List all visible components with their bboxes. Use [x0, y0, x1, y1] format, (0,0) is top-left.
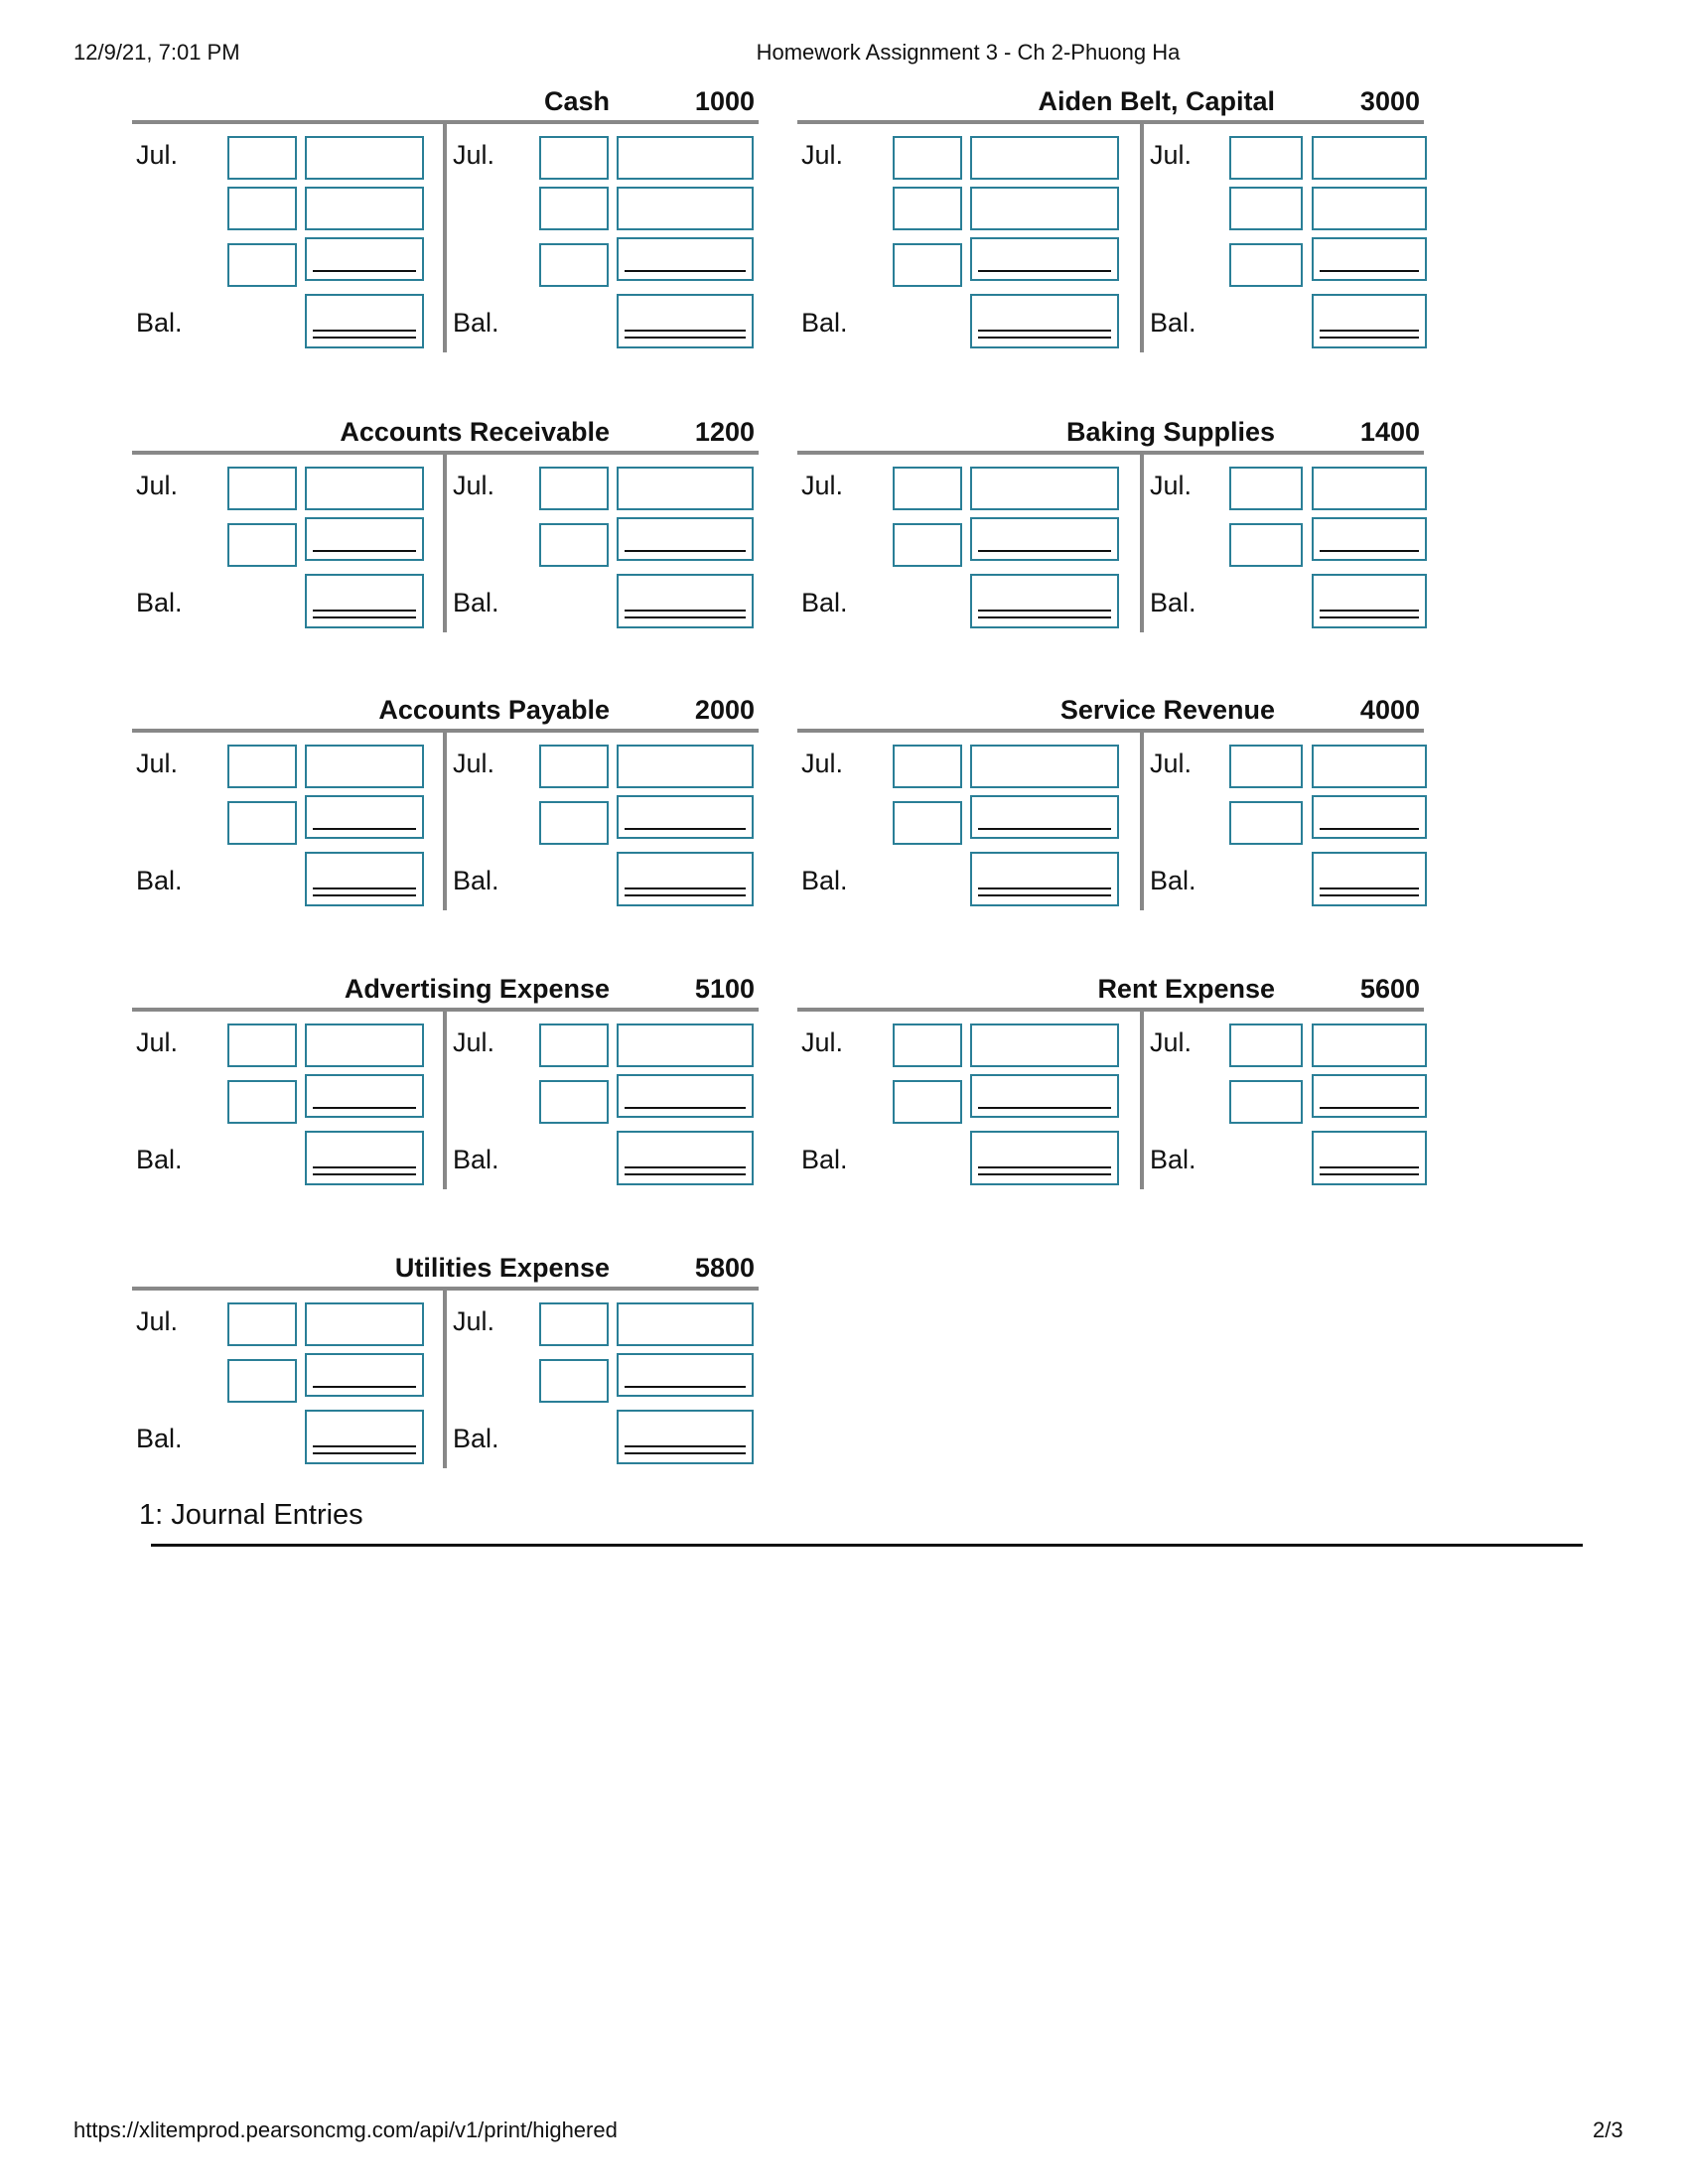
credit-total-underline [1320, 1107, 1419, 1109]
credit-date-input-1[interactable] [1229, 745, 1303, 788]
credit-amount-input-2[interactable] [1312, 187, 1427, 230]
page-number: 2/3 [1593, 2117, 1623, 2142]
credit-month-label: Jul. [453, 1027, 495, 1057]
t-account-header [132, 84, 759, 124]
debit-month-label: Jul. [136, 471, 179, 500]
debit-balance-label: Bal. [136, 588, 183, 617]
credit-date-input-2[interactable] [1229, 801, 1303, 845]
t-account-divider [443, 1012, 447, 1189]
debit-balance-double-underline [313, 1166, 416, 1175]
debit-amount-input-1[interactable] [305, 1024, 424, 1067]
credit-balance-input[interactable] [617, 1131, 754, 1185]
credit-amount-input-2[interactable] [1312, 517, 1427, 561]
account-name: Accounts Receivable [340, 417, 610, 447]
debit-month-label: Jul. [801, 471, 844, 500]
debit-date-input-2[interactable] [893, 1080, 962, 1124]
debit-date-input-1[interactable] [227, 467, 297, 510]
account-name: Rent Expense [1097, 974, 1275, 1004]
credit-balance-label: Bal. [453, 308, 499, 338]
credit-date-input-2[interactable] [1229, 1080, 1303, 1124]
credit-balance-double-underline [1320, 887, 1419, 896]
debit-amount-input-1[interactable] [970, 467, 1119, 510]
debit-month-label: Jul. [801, 140, 844, 170]
credit-date-input-2[interactable] [1229, 523, 1303, 567]
credit-date-input-2[interactable] [539, 1359, 609, 1403]
credit-amount-input-2[interactable] [617, 517, 754, 561]
debit-balance-input[interactable] [305, 1410, 424, 1464]
debit-balance-input[interactable] [970, 294, 1119, 348]
t-account-header [797, 415, 1424, 455]
credit-total-underline [625, 828, 746, 830]
credit-amount-input-2[interactable] [1312, 795, 1427, 839]
credit-balance-label: Bal. [453, 588, 499, 617]
account-number: 2000 [694, 695, 755, 725]
debit-total-underline [313, 828, 416, 830]
credit-balance-double-underline [625, 610, 746, 618]
t-account-divider [1140, 733, 1144, 910]
debit-amount-input-2[interactable] [970, 795, 1119, 839]
credit-date-input-2[interactable] [539, 523, 609, 567]
debit-date-input-1[interactable] [227, 1302, 297, 1346]
credit-total-underline [1320, 270, 1419, 272]
page-url: https://xlitemprod.pearsoncmg.com/api/v1/print/highered [73, 2117, 618, 2142]
credit-balance-input[interactable] [1312, 1131, 1427, 1185]
debit-amount-input-2[interactable] [305, 187, 424, 230]
credit-total-underline [1320, 828, 1419, 830]
debit-amount-input-1[interactable] [305, 1302, 424, 1346]
debit-month-label: Jul. [136, 1027, 179, 1057]
debit-date-input-3[interactable] [227, 243, 297, 287]
debit-balance-label: Bal. [801, 866, 848, 895]
credit-balance-double-underline [1320, 330, 1419, 339]
credit-amount-input-1[interactable] [1312, 1024, 1427, 1067]
debit-date-input-1[interactable] [893, 745, 962, 788]
debit-total-underline [313, 270, 416, 272]
debit-date-input-2[interactable] [227, 187, 297, 230]
debit-total-underline [978, 1107, 1111, 1109]
t-account-divider [1140, 1012, 1144, 1189]
credit-date-input-1[interactable] [1229, 1024, 1303, 1067]
t-account-divider [443, 455, 447, 632]
credit-date-input-1[interactable] [539, 745, 609, 788]
credit-date-input-3[interactable] [1229, 243, 1303, 287]
debit-balance-double-underline [313, 610, 416, 618]
debit-balance-label: Bal. [136, 866, 183, 895]
credit-balance-double-underline [625, 1166, 746, 1175]
debit-amount-input-1[interactable] [305, 467, 424, 510]
credit-balance-input[interactable] [1312, 852, 1427, 906]
credit-amount-input-2[interactable] [617, 1074, 754, 1118]
credit-amount-input-1[interactable] [1312, 467, 1427, 510]
credit-amount-input-1[interactable] [1312, 745, 1427, 788]
account-number: 3000 [1359, 86, 1420, 116]
debit-balance-label: Bal. [136, 1424, 183, 1453]
credit-date-input-1[interactable] [539, 1024, 609, 1067]
t-account-header [797, 693, 1424, 733]
debit-balance-double-underline [978, 330, 1111, 339]
credit-balance-double-underline [625, 887, 746, 896]
debit-date-input-1[interactable] [893, 1024, 962, 1067]
t-account-divider [443, 124, 447, 352]
t-account-header [132, 415, 759, 455]
credit-balance-double-underline [625, 330, 746, 339]
debit-balance-label: Bal. [136, 308, 183, 338]
debit-amount-input-2[interactable] [305, 795, 424, 839]
credit-balance-label: Bal. [1150, 308, 1196, 338]
account-number: 5100 [694, 974, 755, 1004]
debit-date-input-2[interactable] [227, 801, 297, 845]
t-account-header [132, 972, 759, 1012]
debit-amount-input-1[interactable] [305, 136, 424, 180]
debit-balance-double-underline [978, 610, 1111, 618]
credit-amount-input-1[interactable] [617, 1302, 754, 1346]
debit-date-input-1[interactable] [893, 467, 962, 510]
debit-amount-input-2[interactable] [970, 517, 1119, 561]
debit-balance-label: Bal. [136, 1145, 183, 1174]
credit-amount-input-2[interactable] [617, 795, 754, 839]
t-account-divider [443, 733, 447, 910]
credit-month-label: Jul. [1150, 1027, 1193, 1057]
debit-total-underline [978, 550, 1111, 552]
credit-balance-input[interactable] [617, 852, 754, 906]
credit-date-input-2[interactable] [539, 1080, 609, 1124]
account-name: Advertising Expense [344, 974, 610, 1004]
debit-amount-input-2[interactable] [305, 1353, 424, 1397]
debit-amount-input-3[interactable] [970, 237, 1119, 281]
credit-total-underline [625, 1107, 746, 1109]
credit-balance-double-underline [625, 1445, 746, 1454]
account-number: 4000 [1359, 695, 1420, 725]
debit-balance-input[interactable] [970, 574, 1119, 628]
journal-entries-rule [151, 1544, 1583, 1547]
credit-month-label: Jul. [1150, 140, 1193, 170]
credit-amount-input-1[interactable] [617, 136, 754, 180]
debit-date-input-2[interactable] [893, 801, 962, 845]
credit-balance-input[interactable] [1312, 294, 1427, 348]
credit-amount-input-2[interactable] [617, 1353, 754, 1397]
credit-amount-input-3[interactable] [1312, 237, 1427, 281]
debit-month-label: Jul. [801, 1027, 844, 1057]
debit-amount-input-1[interactable] [305, 745, 424, 788]
credit-amount-input-3[interactable] [617, 237, 754, 281]
credit-amount-input-1[interactable] [617, 745, 754, 788]
journal-entries-heading: 1: Journal Entries [139, 1499, 363, 1531]
credit-month-label: Jul. [1150, 749, 1193, 778]
debit-date-input-2[interactable] [227, 1359, 297, 1403]
debit-amount-input-2[interactable] [305, 517, 424, 561]
account-name: Utilities Expense [394, 1253, 610, 1283]
credit-month-label: Jul. [453, 749, 495, 778]
credit-balance-label: Bal. [453, 1424, 499, 1453]
credit-date-input-1[interactable] [539, 136, 609, 180]
page-date: 12/9/21, 7:01 PM [73, 40, 240, 65]
t-account-header [132, 1251, 759, 1291]
debit-balance-double-underline [978, 887, 1111, 896]
debit-date-input-2[interactable] [227, 523, 297, 567]
credit-month-label: Jul. [453, 140, 495, 170]
debit-amount-input-2[interactable] [970, 187, 1119, 230]
account-name: Accounts Payable [378, 695, 610, 725]
debit-date-input-2[interactable] [893, 523, 962, 567]
credit-date-input-2[interactable] [539, 801, 609, 845]
account-name: Aiden Belt, Capital [1038, 86, 1275, 116]
debit-balance-double-underline [313, 887, 416, 896]
debit-amount-input-1[interactable] [970, 745, 1119, 788]
credit-date-input-3[interactable] [539, 243, 609, 287]
debit-total-underline [978, 270, 1111, 272]
credit-balance-double-underline [1320, 610, 1419, 618]
debit-balance-double-underline [313, 330, 416, 339]
debit-month-label: Jul. [136, 749, 179, 778]
debit-balance-double-underline [313, 1445, 416, 1454]
account-number: 1000 [694, 86, 755, 116]
debit-date-input-1[interactable] [227, 1024, 297, 1067]
debit-amount-input-2[interactable] [305, 1074, 424, 1118]
t-account-divider [443, 1291, 447, 1468]
debit-total-underline [313, 550, 416, 552]
t-account-divider [1140, 124, 1144, 352]
account-number: 5800 [694, 1253, 755, 1283]
credit-balance-input[interactable] [617, 1410, 754, 1464]
credit-balance-input[interactable] [617, 294, 754, 348]
credit-total-underline [625, 550, 746, 552]
credit-date-input-1[interactable] [1229, 136, 1303, 180]
debit-date-input-2[interactable] [227, 1080, 297, 1124]
debit-total-underline [313, 1386, 416, 1388]
debit-balance-input[interactable] [970, 1131, 1119, 1185]
t-account-header [797, 84, 1424, 124]
account-name: Cash [543, 86, 610, 116]
credit-date-input-1[interactable] [539, 467, 609, 510]
account-number: 5600 [1359, 974, 1420, 1004]
credit-amount-input-1[interactable] [617, 467, 754, 510]
debit-amount-input-2[interactable] [970, 1074, 1119, 1118]
credit-balance-input[interactable] [617, 574, 754, 628]
account-number: 1200 [694, 417, 755, 447]
debit-balance-input[interactable] [305, 294, 424, 348]
t-account-divider [1140, 455, 1144, 632]
debit-total-underline [978, 828, 1111, 830]
debit-balance-double-underline [978, 1166, 1111, 1175]
debit-amount-input-1[interactable] [970, 1024, 1119, 1067]
credit-amount-input-1[interactable] [617, 1024, 754, 1067]
credit-balance-label: Bal. [1150, 588, 1196, 617]
credit-date-input-2[interactable] [539, 187, 609, 230]
credit-amount-input-2[interactable] [617, 187, 754, 230]
debit-amount-input-3[interactable] [305, 237, 424, 281]
credit-date-input-1[interactable] [539, 1302, 609, 1346]
debit-date-input-3[interactable] [893, 243, 962, 287]
debit-date-input-1[interactable] [227, 745, 297, 788]
debit-balance-input[interactable] [305, 852, 424, 906]
credit-date-input-2[interactable] [1229, 187, 1303, 230]
t-account-header [797, 972, 1424, 1012]
credit-total-underline [625, 270, 746, 272]
credit-total-underline [625, 1386, 746, 1388]
debit-balance-label: Bal. [801, 588, 848, 617]
credit-balance-label: Bal. [453, 1145, 499, 1174]
debit-balance-label: Bal. [801, 1145, 848, 1174]
debit-balance-input[interactable] [970, 852, 1119, 906]
credit-balance-label: Bal. [1150, 866, 1196, 895]
debit-month-label: Jul. [136, 140, 179, 170]
page-title: Homework Assignment 3 - Ch 2-Phuong Ha [756, 40, 1181, 65]
credit-balance-label: Bal. [1150, 1145, 1196, 1174]
debit-total-underline [313, 1107, 416, 1109]
debit-balance-input[interactable] [305, 574, 424, 628]
debit-date-input-1[interactable] [893, 136, 962, 180]
credit-month-label: Jul. [453, 1306, 495, 1336]
account-name: Baking Supplies [1065, 417, 1275, 447]
debit-month-label: Jul. [136, 1306, 179, 1336]
credit-month-label: Jul. [453, 471, 495, 500]
account-name: Service Revenue [1059, 695, 1275, 725]
debit-date-input-1[interactable] [227, 136, 297, 180]
credit-total-underline [1320, 550, 1419, 552]
account-number: 1400 [1359, 417, 1420, 447]
debit-date-input-2[interactable] [893, 187, 962, 230]
credit-month-label: Jul. [1150, 471, 1193, 500]
credit-balance-double-underline [1320, 1166, 1419, 1175]
credit-date-input-1[interactable] [1229, 467, 1303, 510]
credit-amount-input-2[interactable] [1312, 1074, 1427, 1118]
debit-balance-label: Bal. [801, 308, 848, 338]
credit-balance-input[interactable] [1312, 574, 1427, 628]
debit-month-label: Jul. [801, 749, 844, 778]
debit-balance-input[interactable] [305, 1131, 424, 1185]
t-account-header [132, 693, 759, 733]
credit-amount-input-1[interactable] [1312, 136, 1427, 180]
debit-amount-input-1[interactable] [970, 136, 1119, 180]
credit-balance-label: Bal. [453, 866, 499, 895]
